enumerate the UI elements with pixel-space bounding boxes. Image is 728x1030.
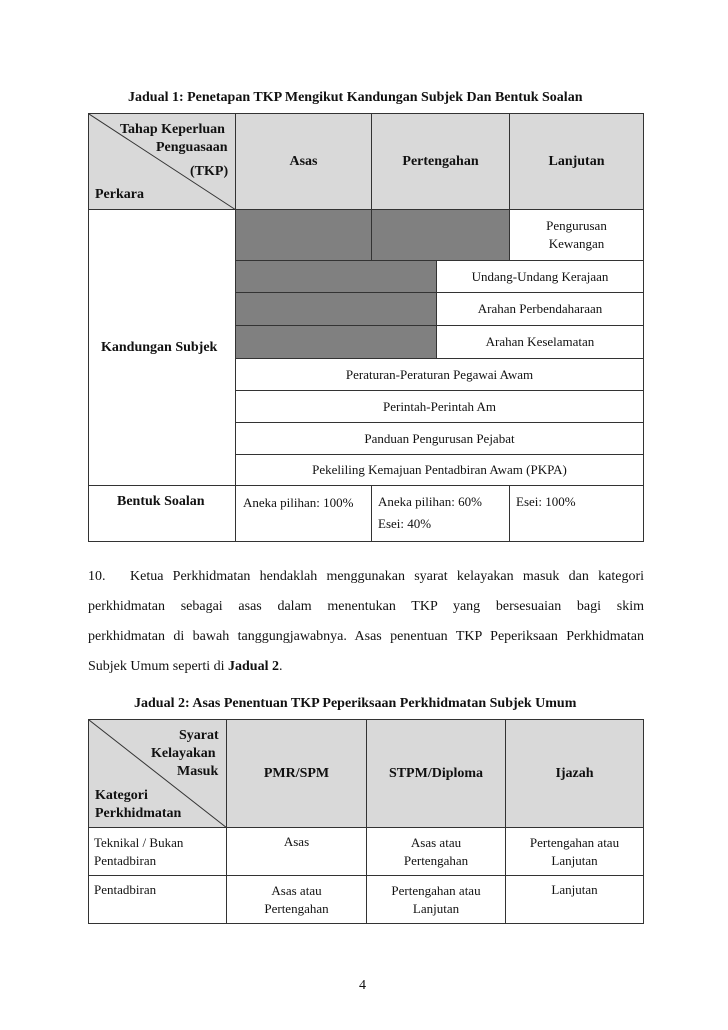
paragraph-line-1 <box>88 562 644 592</box>
table1-form-lanjutan: Esei: 100% <box>516 494 576 509</box>
table1-dark-block <box>236 293 437 326</box>
table1-row-label-form-cell <box>89 486 236 541</box>
table1-col-pertengahan: Pertengahan <box>372 114 510 210</box>
table2-cell <box>506 828 643 876</box>
paragraph-text-4: Subjek Umum seperti di <box>88 659 228 674</box>
table2-row-label <box>89 828 227 876</box>
table1 <box>88 113 644 542</box>
table2-caption: Jadual 2: Asas Penentuan TKP Peperiksaan Perkhidmatan Subjek Umum <box>134 696 577 711</box>
table1-content-item: Pengurusan Kewangan <box>510 210 643 261</box>
table1-corner-bottom: Perkara <box>95 187 144 202</box>
table2 <box>88 719 644 924</box>
table1-form-pertengahan-1: Aneka pilihan: 60% <box>378 494 482 509</box>
table1-form-asas: Aneka pilihan: 100% <box>236 486 372 541</box>
table2-row2-stpm-2: Lanjutan <box>412 901 460 916</box>
table1-dark-block <box>236 210 372 261</box>
paragraph-text-3: perkhidmatan di bawah tanggungjawabnya. Asas penentuan TKP Peperiksaan Perkhidmatan <box>88 629 644 644</box>
table2-cell <box>367 828 506 876</box>
table1-corner-line2: Penguasaan <box>156 140 228 155</box>
table1-row-label-content: Kandungan Subjek <box>101 340 218 355</box>
paragraph-line-4 <box>88 652 644 682</box>
table1-content-item: Perintah-Perintah Am <box>236 391 643 423</box>
table2-cell: Lanjutan <box>551 882 598 897</box>
table2-cell: Asas <box>227 828 367 876</box>
table2-cell <box>227 876 367 923</box>
table2-row1-ijazah-1: Pertengahan atau <box>529 835 620 850</box>
table1-content-item: Panduan Pengurusan Pejabat <box>236 423 643 455</box>
table2-row1-stpm-1: Asas atau <box>410 835 462 850</box>
table2-corner-line3: Masuk <box>177 764 219 779</box>
table2-row-label: Pentadbiran <box>89 876 227 923</box>
table2-col-ijazah: Ijazah <box>506 720 643 828</box>
table1-content-item: Arahan Keselamatan <box>437 326 643 359</box>
table2-corner-line2: Kelayakan <box>151 746 216 761</box>
table2-corner-bottom1: Kategori <box>95 788 148 803</box>
table1-content-item: Peraturan-Peraturan Pegawai Awam <box>236 359 643 391</box>
table2-corner-line1: Syarat <box>179 728 219 743</box>
page-number: 4 <box>359 978 366 993</box>
table1-form-pertengahan-2: Esei: 40% <box>378 516 432 531</box>
paragraph-text-1: Ketua Perkhidmatan hendaklah menggunakan syarat kelayakan masuk dan kategori <box>130 569 644 584</box>
table2-row1-label-1: Teknikal / Bukan <box>94 835 184 850</box>
table1-caption: Jadual 1: Penetapan TKP Mengikut Kandungan Subjek Dan Bentuk Soalan <box>128 90 583 105</box>
paragraph-10 <box>88 562 644 682</box>
table2-corner-bottom2: Perkhidmatan <box>95 806 182 821</box>
table1-content-item: Arahan Perbendaharaan <box>437 293 643 326</box>
table1-content-item: Undang-Undang Kerajaan <box>437 261 643 293</box>
table2-row1-label-2: Pentadbiran <box>94 853 157 868</box>
table2-cell <box>367 876 506 923</box>
table2-row2-pmr-2: Pertengahan <box>264 901 329 916</box>
paragraph-text-2: perkhidmatan sebagai asas dalam menentukan TKP yang bersesuaian bagi skim <box>88 599 644 614</box>
table1-row-label-form: Bentuk Soalan <box>117 494 205 509</box>
table1-dark-block <box>236 261 437 293</box>
table1-col-asas: Asas <box>236 114 372 210</box>
table1-col-lanjutan: Lanjutan <box>510 114 643 210</box>
paragraph-text-4-end: . <box>278 659 283 674</box>
table1-dark-block <box>372 210 510 261</box>
paragraph-ref-jadual2: Jadual 2 <box>228 659 279 674</box>
table1-corner-line3: (TKP) <box>190 164 229 179</box>
table2-col-stpm: STPM/Diploma <box>367 720 506 828</box>
table2-row2-pmr-1: Asas atau <box>271 883 322 898</box>
table2-row1-ijazah-2: Lanjutan <box>551 853 598 868</box>
table1-content-item: Pekeliling Kemajuan Pentadbiran Awam (PKPA) <box>236 455 643 486</box>
table2-row1-stpm-2: Pertengahan <box>403 853 469 868</box>
table2-row2-stpm-1: Pertengahan atau <box>391 883 481 898</box>
table2-col-pmr: PMR/SPM <box>227 720 367 828</box>
paragraph-number: 10. <box>88 569 106 584</box>
table1-form-pertengahan <box>372 486 510 541</box>
table1-corner-line1: Tahap Keperluan <box>120 122 225 137</box>
table1-dark-block <box>236 326 437 359</box>
